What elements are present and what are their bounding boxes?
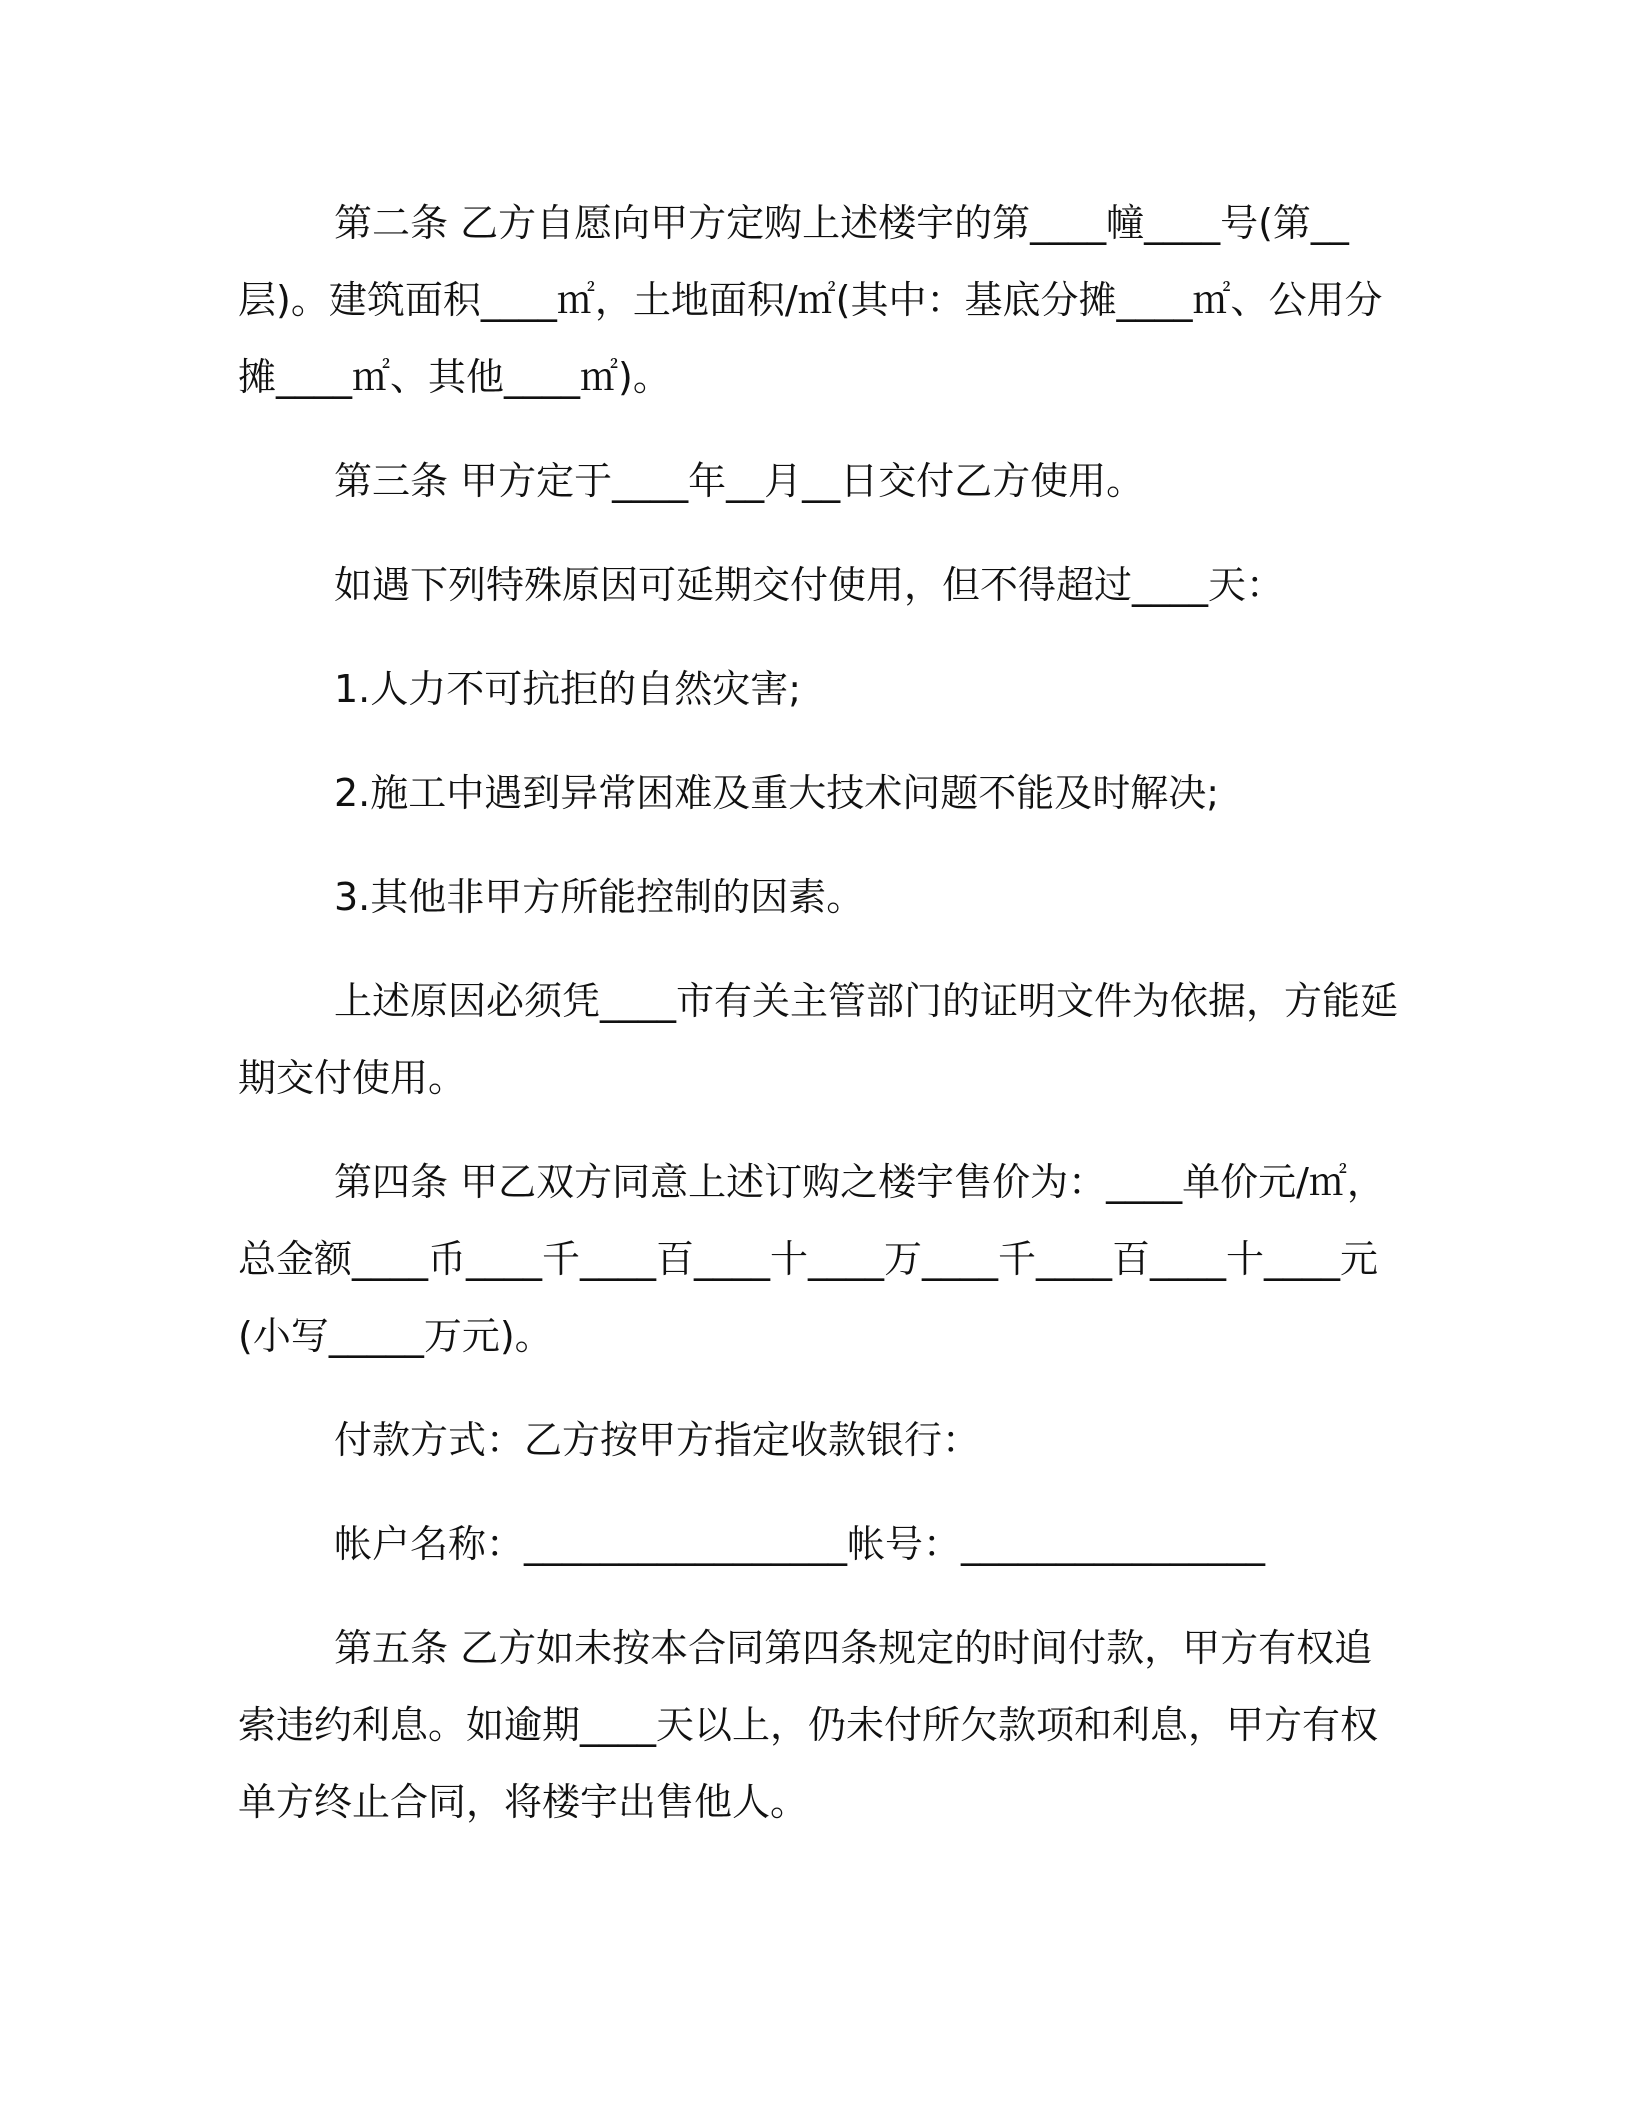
delay-proof-paragraph: 上述原因必须凭____市有关主管部门的证明文件为依据，方能延期交付使用。 xyxy=(238,979,1399,1100)
contract-body xyxy=(238,185,1398,1868)
delay-reason-item-2: 2.施工中遇到异常困难及重大技术问题不能及时解决; xyxy=(334,771,1220,815)
article-5-paragraph: 第五条 乙方如未按本合同第四条规定的时间付款，甲方有权追索违约利息。如逾期____天以上，仍未付所欠款项和利息，甲方有权单方终止合同，将楼宇出售他人。 xyxy=(238,1626,1379,1824)
delay-reason-item-3: 3.其他非甲方所能控制的因素。 xyxy=(334,875,865,919)
delay-reason-item-1: 1.人力不可抗拒的自然灾害; xyxy=(334,667,802,711)
delay-conditions-paragraph: 如遇下列特殊原因可延期交付使用，但不得超过____天： xyxy=(334,563,1285,607)
payment-method-paragraph: 付款方式：乙方按甲方指定收款银行： xyxy=(334,1418,981,1462)
account-details-paragraph: 帐户名称：_________________帐号：________________ xyxy=(334,1522,1266,1566)
article-3-paragraph: 第三条 甲方定于____年__月__日交付乙方使用。 xyxy=(334,459,1145,503)
article-4-paragraph: 第四条 甲乙双方同意上述订购之楼宇售价为：____单价元/㎡，总金额____币____千____百____十____万____千____百____十____元(小写_____万元)。 xyxy=(238,1160,1385,1358)
article-2-paragraph: 第二条 乙方自愿向甲方定购上述楼宇的第____幢____号(第__层)。建筑面积____㎡，土地面积/㎡(其中：基底分摊____㎡、公用分摊____㎡、其他____㎡)。 xyxy=(238,201,1383,399)
